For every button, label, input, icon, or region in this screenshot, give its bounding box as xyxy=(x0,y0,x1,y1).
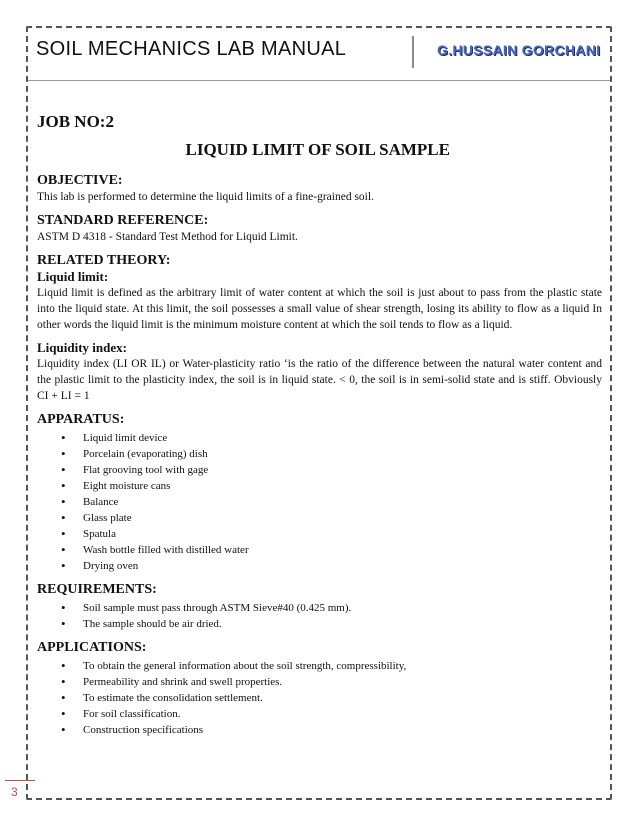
applications-list xyxy=(37,658,602,738)
list-item: • Balance xyxy=(37,494,602,510)
header-divider xyxy=(412,36,414,68)
job-number: JOB NO:2 xyxy=(37,112,114,131)
objective-heading: OBJECTIVE: xyxy=(37,173,123,188)
applications-section xyxy=(37,639,602,738)
liquidity-text: Liquidity index (LI OR IL) or Water-plasticity ratio ‘is the ratio of the difference between the natural water content and the plastic limit to the plasticity index, the soil is in liquid state. < 0, the soil is in semi-solid state and is stiff. Obviously CI + LI = 1 xyxy=(37,358,602,402)
document-title: LIQUID LIMIT OF SOIL SAMPLE xyxy=(185,140,450,159)
liquid-limit-text: Liquid limit is defined as the arbitrary limit of water content at which the soil is just about to pass from the plastic state into the liquid state. At this limit, the soil possesses a small value of shear strength, losing its ability to flow as a liquid In other words the liquid limit is the minimum moisture content at which the soil tends to flow as a liquid. xyxy=(37,287,602,331)
list-item: • Spatula xyxy=(37,526,602,542)
list-item: • Wash bottle filled with distilled water xyxy=(37,542,602,558)
list-item: • To estimate the consolidation settlement. xyxy=(37,690,602,706)
header-rule xyxy=(28,80,610,81)
list-item: • Porcelain (evaporating) dish xyxy=(37,446,602,462)
list-item: • Drying oven xyxy=(37,558,602,574)
list-item: • Eight moisture cans xyxy=(37,478,602,494)
list-item: • To obtain the general information about the soil strength, compressibility, xyxy=(37,658,602,674)
applications-heading: APPLICATIONS: xyxy=(37,640,147,655)
liquidity-heading: Liquidity index: xyxy=(37,340,127,355)
reference-section xyxy=(37,212,602,245)
liquid-limit-heading: Liquid limit: xyxy=(37,269,109,284)
objective-section xyxy=(37,172,602,205)
list-item: • Liquid limit device xyxy=(37,430,602,446)
list-item: • Construction specifications xyxy=(37,722,602,738)
header-title: SOIL MECHANICS LAB MANUAL xyxy=(36,38,347,60)
liquidity-section xyxy=(37,340,602,404)
theory-heading: RELATED THEORY: xyxy=(37,253,171,268)
page-number-rule xyxy=(5,780,35,781)
list-item: • Flat grooving tool with gage xyxy=(37,462,602,478)
list-item: • For soil classification. xyxy=(37,706,602,722)
reference-heading: STANDARD REFERENCE: xyxy=(37,213,209,228)
objective-text: This lab is performed to determine the liquid limits of a fine-grained soil. xyxy=(37,191,374,203)
apparatus-list xyxy=(37,430,602,574)
apparatus-heading: APPARATUS: xyxy=(37,412,125,427)
header-author: G.HUSSAIN GORCHANI xyxy=(437,42,601,58)
reference-text: ASTM D 4318 - Standard Test Method for Liquid Limit. xyxy=(37,231,298,243)
list-item: • The sample should be air dried. xyxy=(37,616,602,632)
list-item: • Glass plate xyxy=(37,510,602,526)
apparatus-section xyxy=(37,411,602,574)
requirements-list xyxy=(37,600,602,632)
list-item: • Soil sample must pass through ASTM Sieve#40 (0.425 mm). xyxy=(37,600,602,616)
requirements-heading: REQUIREMENTS: xyxy=(37,582,157,597)
document-body xyxy=(37,112,602,745)
theory-section xyxy=(37,252,602,333)
list-item: • Permeability and shrink and swell properties. xyxy=(37,674,602,690)
page-number: 3 xyxy=(11,785,18,799)
requirements-section xyxy=(37,581,602,632)
